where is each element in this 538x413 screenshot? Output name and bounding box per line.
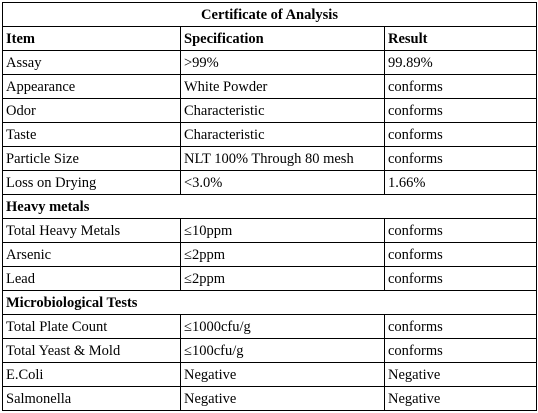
item-cell: E.Coli (3, 363, 181, 387)
specification-cell: ≤2ppm (181, 243, 385, 267)
table-row (3, 243, 537, 267)
table-row (3, 387, 537, 411)
result-cell: conforms (385, 267, 537, 291)
table-row (3, 75, 537, 99)
table-row (3, 267, 537, 291)
result-cell: conforms (385, 243, 537, 267)
specification-cell: ≤10ppm (181, 219, 385, 243)
item-cell: Odor (3, 99, 181, 123)
item-cell: Loss on Drying (3, 171, 181, 195)
column-header-specification: Specification (181, 27, 385, 51)
table-row (3, 171, 537, 195)
item-cell: Taste (3, 123, 181, 147)
result-cell: Negative (385, 363, 537, 387)
specification-cell: >99% (181, 51, 385, 75)
result-cell: conforms (385, 315, 537, 339)
section-row (3, 195, 537, 219)
result-cell: 1.66% (385, 171, 537, 195)
specification-cell: White Powder (181, 75, 385, 99)
specification-cell: ≤100cfu/g (181, 339, 385, 363)
title-row (3, 3, 537, 27)
certificate-table (2, 2, 537, 411)
column-header-item: Item (3, 27, 181, 51)
specification-cell: ≤2ppm (181, 267, 385, 291)
table-row (3, 99, 537, 123)
specification-cell: Negative (181, 363, 385, 387)
result-cell: conforms (385, 123, 537, 147)
specification-cell: NLT 100% Through 80 mesh (181, 147, 385, 171)
table-row (3, 363, 537, 387)
result-cell: 99.89% (385, 51, 537, 75)
header-row (3, 27, 537, 51)
specification-cell: Negative (181, 387, 385, 411)
result-cell: conforms (385, 339, 537, 363)
result-cell: conforms (385, 75, 537, 99)
item-cell: Total Heavy Metals (3, 219, 181, 243)
result-cell: conforms (385, 219, 537, 243)
item-cell: Appearance (3, 75, 181, 99)
item-cell: Assay (3, 51, 181, 75)
result-cell: conforms (385, 99, 537, 123)
section-heading-microbiological-tests: Microbiological Tests (3, 291, 537, 315)
specification-cell: ≤1000cfu/g (181, 315, 385, 339)
table-row (3, 123, 537, 147)
table-row (3, 147, 537, 171)
table-row (3, 219, 537, 243)
item-cell: Total Yeast & Mold (3, 339, 181, 363)
item-cell: Lead (3, 267, 181, 291)
section-heading-heavy-metals: Heavy metals (3, 195, 537, 219)
table-row (3, 315, 537, 339)
specification-cell: Characteristic (181, 123, 385, 147)
item-cell: Arsenic (3, 243, 181, 267)
table-row (3, 51, 537, 75)
section-row (3, 291, 537, 315)
item-cell: Total Plate Count (3, 315, 181, 339)
certificate-title: Certificate of Analysis (3, 3, 537, 27)
specification-cell: Characteristic (181, 99, 385, 123)
item-cell: Particle Size (3, 147, 181, 171)
column-header-result: Result (385, 27, 537, 51)
item-cell: Salmonella (3, 387, 181, 411)
result-cell: conforms (385, 147, 537, 171)
result-cell: Negative (385, 387, 537, 411)
specification-cell: <3.0% (181, 171, 385, 195)
table-row (3, 339, 537, 363)
